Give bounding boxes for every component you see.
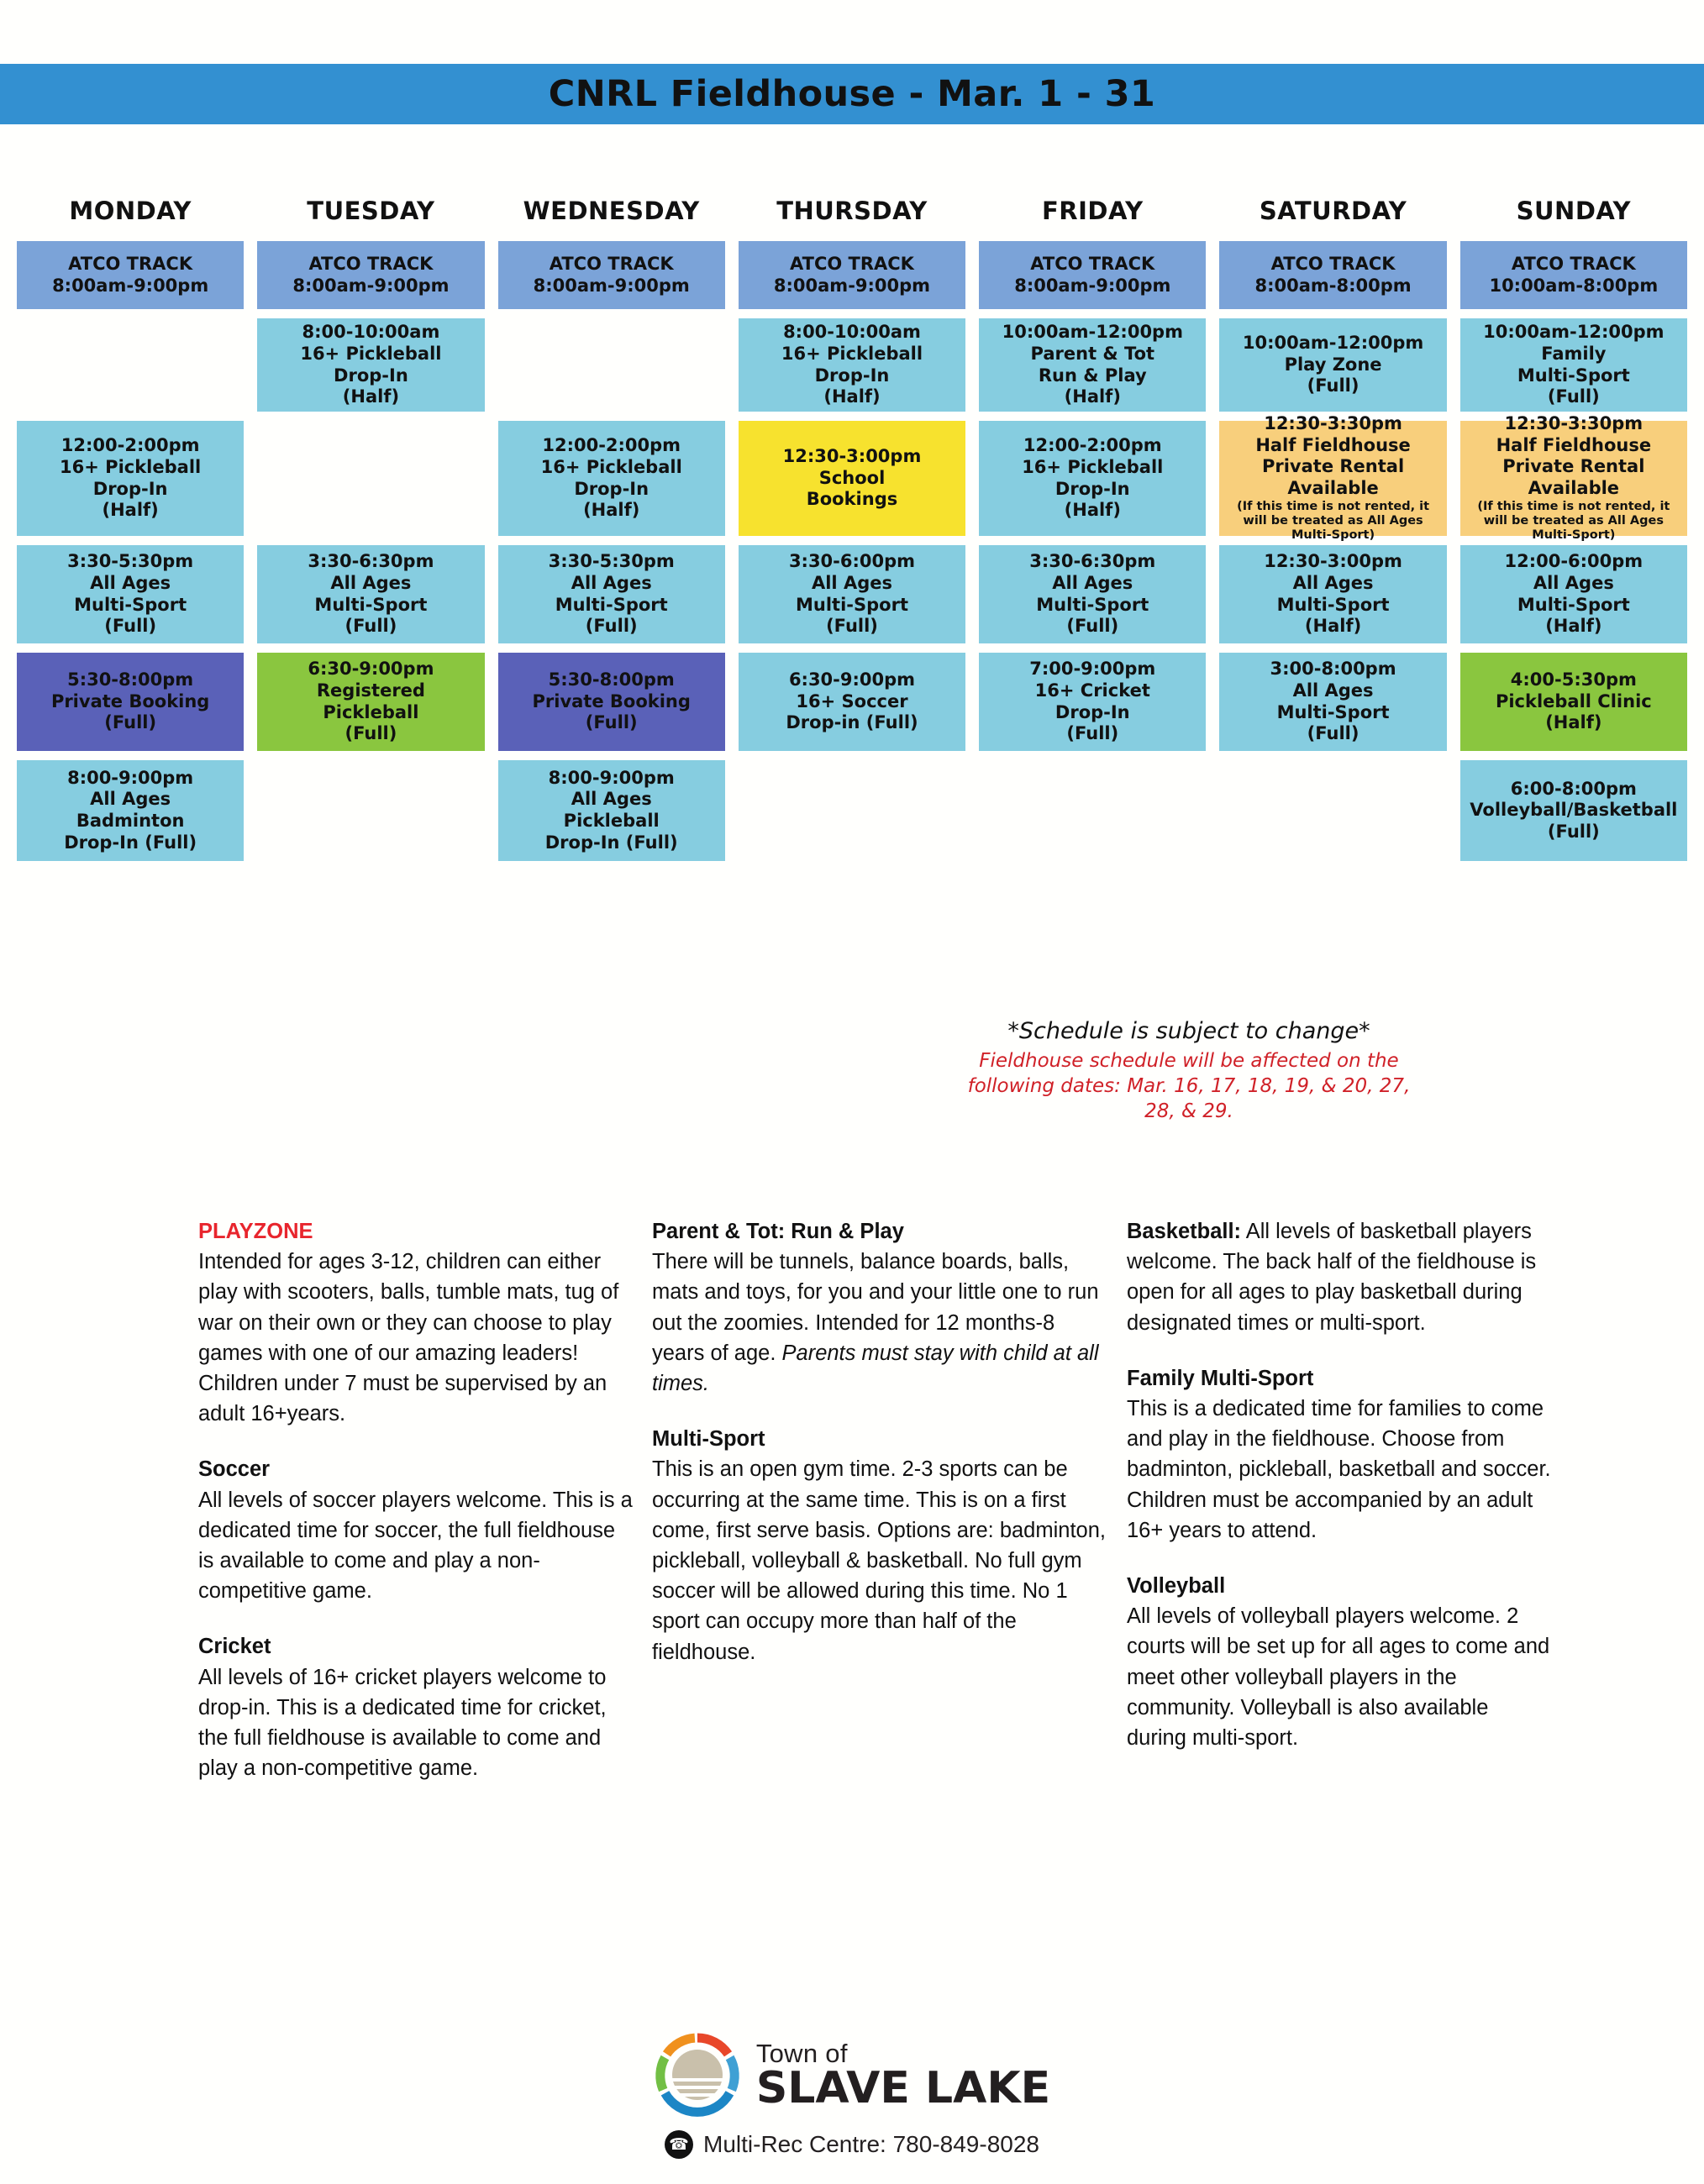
slot-line: Available [1528,478,1620,499]
slot-line: Drop-In [1054,478,1130,499]
slot-line: ATCO TRACK [549,253,674,274]
description-heading: PLAYZONE [198,1220,313,1243]
description-paragraph [198,1631,635,1783]
day-header: SATURDAY [1259,197,1407,225]
slot-line: Drop-In (Full) [544,832,678,853]
slot-line: 8:00-9:00pm [67,767,194,788]
slot-line: 8:00-9:00pm [548,767,675,788]
slot-line: Pickleball [323,701,419,722]
description-heading: Multi-Sport [652,1427,765,1452]
description-block [652,1424,1110,1667]
day-header: TUESDAY [307,197,435,225]
schedule-slot-empty [17,318,244,412]
description-block [1127,1363,1551,1546]
schedule-slot-empty [739,760,965,861]
slot-line: 10:00am-8:00pm [1489,275,1659,296]
schedule-slot[interactable] [1460,241,1687,309]
schedule-slot[interactable] [1460,760,1687,861]
slot-line: Half Fieldhouse [1496,434,1652,455]
slot-line: (Full) [585,616,638,637]
description-heading: Family Multi-Sport [1127,1366,1314,1390]
slot-line: 12:30-3:30pm [1264,413,1402,434]
schedule-slot-empty [257,421,484,536]
schedule-slot[interactable] [257,545,484,643]
description-body: All levels of volleyball players welcome. 2 courts will be set up for all ages to come and meet other volleyball players in the community. Volleyball is also available during multi-sport. [1127,1604,1550,1751]
schedule-slot-empty [979,760,1206,861]
description-paragraph [1127,1571,1551,1753]
slot-line: Multi-Sport [1276,594,1390,615]
slot-line: 8:00am-9:00pm [292,275,450,296]
slot-line: (Full) [344,723,397,744]
schedule-slot[interactable] [257,241,484,309]
schedule-slot[interactable] [1460,653,1687,751]
schedule-slot[interactable] [17,653,244,751]
description-body: Intended for ages 3-12, children can either play with scooters, balls, tumble mats, tug of war on their own or they can choose to play games with one of our amazing leaders! Children under 7 must be supervised by an adult 16+years. [198,1250,619,1426]
slot-line: Private Rental [1502,456,1645,477]
slot-line: (Half) [583,500,640,521]
day-column-thursday [739,181,965,870]
town-wordmark [755,2038,1051,2113]
slot-line: 16+ Pickleball [540,456,682,477]
slot-line: (Half) [1545,616,1602,637]
slot-line: ATCO TRACK [68,253,193,274]
schedule-slot[interactable] [498,653,725,751]
slot-line: All Ages [1533,572,1614,593]
slot-line: 3:30-5:30pm [67,551,194,572]
slot-line: Drop-In [574,478,650,499]
slot-line: 8:00am-9:00pm [773,275,931,296]
slot-line: All Ages [571,789,652,810]
footer [0,2031,1704,2159]
slot-line: 8:00-10:00am [302,322,440,343]
slot-line: Multi-Sport [314,594,428,615]
description-column-3 [1127,1216,1551,1809]
contact-row [665,2130,1039,2159]
description-column-1 [198,1216,635,1809]
weekly-schedule-grid [17,181,1687,870]
program-descriptions [198,1216,1551,1809]
slot-line: 6:30-9:00pm [308,659,434,680]
description-paragraph [198,1216,635,1429]
schedule-slot[interactable] [739,241,965,309]
slot-line: All Ages [1292,572,1374,593]
phone-icon: ☎ [665,2130,693,2159]
day-header: WEDNESDAY [523,197,700,225]
schedule-slot[interactable] [739,545,965,643]
slot-line: Multi-Sport [1517,365,1630,386]
slot-line: Drop-In [334,365,408,386]
slot-line: Drop-In [1054,701,1130,722]
slot-line: 12:30-3:00pm [1264,551,1402,572]
schedule-slot[interactable] [979,545,1206,643]
slot-line: 10:00am-12:00pm [1483,322,1665,343]
slot-line: Registered [316,680,425,701]
slot-line: Private Booking [532,690,691,711]
schedule-slot[interactable] [979,653,1206,751]
slot-line: 6:30-9:00pm [788,669,916,690]
slot-line: Parent & Tot [1030,343,1155,364]
schedule-slot[interactable] [1460,413,1687,543]
schedule-slot[interactable] [498,545,725,643]
slot-line: 5:30-8:00pm [548,669,675,690]
day-header: THURSDAY [776,197,928,225]
slot-line: (Full) [1307,723,1360,744]
slot-line: ATCO TRACK [308,253,434,274]
description-block [198,1216,635,1429]
slot-line: 7:00-9:00pm [1029,659,1156,680]
slot-line: 12:00-2:00pm [60,435,200,456]
schedule-slot[interactable] [17,760,244,861]
slot-line: Pickleball Clinic [1495,690,1652,711]
slot-line: All Ages [330,572,412,593]
schedule-slot[interactable] [257,653,484,751]
slot-line: (Half) [823,386,881,407]
slot-line: All Ages [811,572,892,593]
slot-line: All Ages [90,572,171,593]
slot-line: (Full) [1307,375,1360,396]
slot-line: (Half) [1304,616,1362,637]
slot-line: 8:00am-9:00pm [1014,275,1171,296]
slot-line: 10:00am-12:00pm [1002,322,1183,343]
slot-line: All Ages [90,789,171,810]
schedule-slot[interactable] [979,318,1206,412]
schedule-slot[interactable] [498,760,725,861]
slot-line: Drop-In [92,478,168,499]
slot-line: ATCO TRACK [790,253,914,274]
description-body: All levels of 16+ cricket players welcome to drop-in. This is a dedicated time for cricket, the full fieldhouse is available to come and play a non-competitive game. [198,1665,607,1781]
contact-phone: Multi-Rec Centre: 780-849-8028 [703,2131,1039,2157]
schedule-slot[interactable] [17,421,244,536]
description-body: There will be tunnels, balance boards, balls, mats and toys, for you and your little one to run out the zoomies. Intended for 12 months-8 years of age. [652,1250,1099,1365]
description-block [1127,1216,1551,1338]
slot-line: 8:00am-8:00pm [1254,275,1412,296]
wordmark-slave-lake: SLAVE LAKE [755,2062,1051,2113]
day-column-monday [17,181,244,870]
day-column-tuesday [257,181,484,870]
slot-line: All Ages [1052,572,1133,593]
slot-line: (Full) [104,616,157,637]
slot-line: Private Booking [50,690,210,711]
slot-line: Multi-Sport [1036,594,1149,615]
description-paragraph [1127,1216,1551,1338]
slot-line: (Half) [1064,500,1121,521]
slot-line: Pickleball [563,811,660,831]
description-paragraph [198,1454,635,1606]
slot-line: 12:30-3:00pm [782,446,922,467]
description-body: All levels of basketball players welcome. The back half of the fieldhouse is open for all ages to play basketball during designated times or multi-sport. [1127,1220,1537,1335]
slot-line: (Full) [1066,616,1119,637]
schedule-slot[interactable] [17,241,244,309]
day-column-friday [979,181,1206,870]
schedule-slot[interactable] [739,421,965,536]
slot-line: 16+ Pickleball [1022,456,1164,477]
description-heading: Soccer [198,1457,271,1482]
slot-line: 12:30-3:30pm [1504,413,1644,434]
schedule-slot[interactable] [1219,653,1446,751]
description-block [198,1631,635,1783]
schedule-slot[interactable] [1460,545,1687,643]
slot-line: Private Rental [1261,456,1405,477]
schedule-slot[interactable] [739,318,965,412]
slot-line: 4:00-5:30pm [1510,669,1637,690]
header-banner [0,64,1704,124]
slave-lake-ring-icon [654,2031,741,2118]
slot-line: Multi-Sport [1517,594,1630,615]
slot-line: (Half) [1545,712,1602,733]
slot-line: Play Zone [1284,354,1382,375]
slot-line: 16+ Cricket [1034,680,1150,701]
slot-line: 16+ Pickleball [300,343,442,364]
slot-line: 3:30-6:00pm [788,551,916,572]
slot-line: Half Fieldhouse [1255,434,1411,455]
slot-line: 16+ Soccer [796,690,908,711]
schedule-slot[interactable] [17,545,244,643]
slot-line: 3:00-8:00pm [1270,659,1396,680]
slot-line: 8:00am-9:00pm [52,275,209,296]
slot-line: All Ages [1292,680,1374,701]
slot-line: Multi-Sport [1276,701,1390,722]
schedule-slot[interactable] [739,653,965,751]
description-block [1127,1571,1551,1753]
day-header: MONDAY [69,197,192,225]
day-column-wednesday [498,181,725,870]
slot-line: 8:00am-9:00pm [533,275,690,296]
affected-dates-note: Fieldhouse schedule will be affected on the following dates: Mar. 16, 17, 18, 19, & 20, 27, 28, & 29. [967,1050,1411,1122]
description-paragraph [652,1216,1110,1399]
slot-line: Drop-In (Full) [64,832,197,853]
slot-line: ATCO TRACK [1030,253,1155,274]
slot-line: 6:00-8:00pm [1510,778,1637,799]
description-block [198,1454,635,1606]
slot-line: Bookings [806,489,898,510]
description-paragraph [1127,1363,1551,1546]
slot-line: Run & Play [1038,365,1147,386]
slot-line: (Half) [342,386,400,407]
description-body-italic: Parents must stay with child at all times. [652,1341,1099,1396]
slot-line: 3:30-6:30pm [308,551,434,572]
schedule-slot-empty [498,318,725,412]
slot-line: ATCO TRACK [1270,253,1396,274]
slot-line: Multi-Sport [796,594,908,615]
slot-line: 8:00-10:00am [783,322,921,343]
slot-line: Family [1541,343,1607,364]
slot-line: (Full) [1547,386,1600,407]
slot-line: Drop-in (Full) [786,712,918,733]
wordmark-town-of: Town of [755,2038,848,2068]
slot-line: 16+ Pickleball [60,456,202,477]
schedule-slot[interactable] [1460,318,1687,412]
slot-fine-print: (If this time is not rented, it will be treated as All Ages Multi-Sport) [1237,499,1430,543]
description-paragraph [652,1424,1110,1667]
slot-line: Multi-Sport [74,594,187,615]
slot-line: 3:30-6:30pm [1029,551,1156,572]
schedule-slot-empty [257,760,484,861]
schedule-slot[interactable] [1219,413,1446,543]
slot-line: (Full) [344,616,397,637]
description-body: All levels of soccer players welcome. This is a dedicated time for soccer, the full fieldhouse is available to come and play a non-competitive game. [198,1488,633,1604]
slot-line: (Full) [1547,821,1600,842]
schedule-slot[interactable] [1219,241,1446,309]
description-body: This is an open gym time. 2-3 sports can be occurring at the same time. This is on a first come, first serve basis. Options are: badminton, pickleball, volleyball & basketball. No full gym soccer will be allowed during this time. No 1 sport can occupy more than half of the fieldhouse. [652,1457,1106,1664]
slot-line: 12:00-6:00pm [1504,551,1644,572]
day-column-saturday [1219,181,1446,870]
schedule-slot[interactable] [979,241,1206,309]
description-heading: Volleyball [1127,1574,1226,1599]
slot-line: Multi-Sport [555,594,668,615]
schedule-slot[interactable] [498,241,725,309]
town-logo [654,2031,1050,2118]
description-heading: Parent & Tot: Run & Play [652,1220,904,1243]
slot-line: 12:00-2:00pm [1023,435,1162,456]
day-header: FRIDAY [1041,197,1144,225]
slot-line: 5:30-8:00pm [67,669,194,690]
slot-line: Volleyball/Basketball [1470,800,1678,821]
slot-line: Drop-In [814,365,890,386]
schedule-notes [949,1018,1428,1125]
slot-line: (Full) [1066,723,1119,744]
schedule-slot[interactable] [257,318,484,412]
description-block [652,1216,1110,1399]
description-heading: Cricket [198,1635,271,1659]
page-title: CNRL Fieldhouse - Mar. 1 - 31 [548,73,1156,115]
slot-line: ATCO TRACK [1511,253,1636,274]
slot-line: 16+ Pickleball [781,343,923,364]
slot-line: (Half) [1064,386,1121,407]
schedule-change-note: *Schedule is subject to change* [1007,1018,1370,1044]
slot-fine-print: (If this time is not rented, it will be treated as All Ages Multi-Sport) [1477,499,1670,543]
slot-line: Available [1287,478,1379,499]
slot-line: (Full) [104,712,157,733]
slot-line: 10:00am-12:00pm [1242,333,1424,354]
slot-line: School [818,467,886,488]
schedule-slot[interactable] [979,421,1206,536]
schedule-slot[interactable] [498,421,725,536]
description-heading: Basketball: [1127,1220,1242,1243]
day-column-sunday [1460,181,1687,870]
schedule-slot[interactable] [1219,545,1446,643]
schedule-slot[interactable] [1219,318,1446,412]
slot-line: (Full) [585,712,638,733]
slot-line: (Half) [102,500,159,521]
slot-line: 3:30-5:30pm [548,551,675,572]
slot-line: 12:00-2:00pm [542,435,681,456]
slot-line: Badminton [76,811,185,831]
schedule-slot-empty [1219,760,1446,861]
slot-line: (Full) [826,616,878,637]
day-header: SUNDAY [1516,197,1632,225]
description-body: This is a dedicated time for families to come and play in the fieldhouse. Choose from badminton, pickleball, basketball and soccer. Children must be accompanied by an adult 16+ years to attend. [1127,1397,1551,1542]
description-column-2 [652,1216,1110,1809]
slot-line: All Ages [571,572,652,593]
